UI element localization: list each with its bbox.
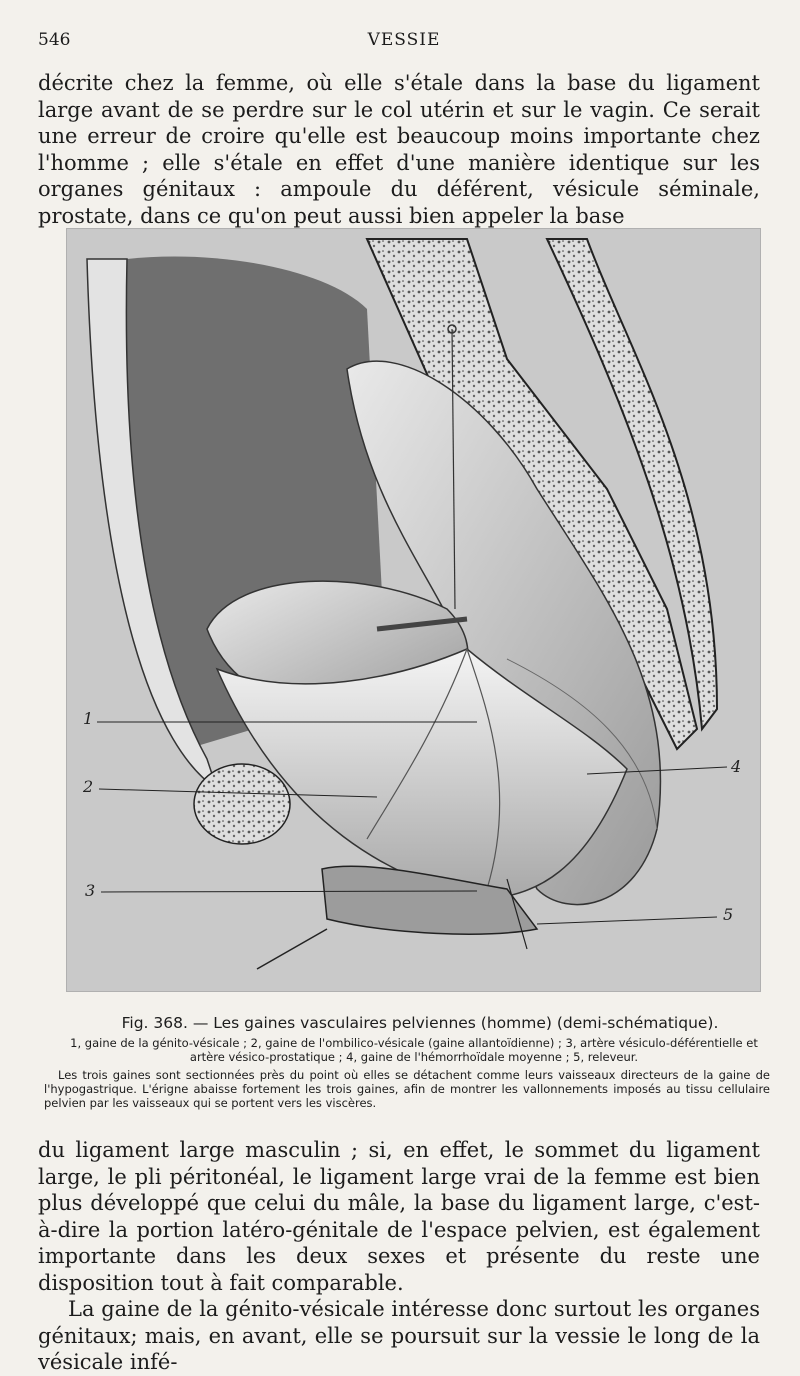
figure-caption-note: Les trois gaines sont sectionnées près du point où elles se détachent comme leurs vaisseaux directeurs de la gaine de l'hypogastrique. L'érigne abaisse fortement les trois gaines, afin de montrer les vallonnements imposés au tissu cellulaire pelvien par les vaisseaux qui se portent vers les viscères. [44, 1068, 770, 1110]
anatomical-figure [66, 228, 761, 992]
bottom-paragraph-1: du ligament large masculin ; si, en effet, le sommet du ligament large, le pli péritonéal, le ligament large vrai de la femme est bien plus développé que celui du mâle, la base du ligament large, c'est-à-dire la portion latéro-génitale de l'espace pelvien, est également importante dans les deux sexes et présente du reste une disposition tout à fait comparable. [38, 1138, 760, 1295]
figure-label-2: 2 [83, 777, 94, 796]
figure-illustration [67, 229, 760, 991]
running-title: VESSIE [367, 30, 441, 50]
figure-label-5: 5 [723, 905, 734, 924]
page-header [38, 30, 770, 58]
figure-label-3: 3 [85, 881, 96, 900]
top-paragraph: décrite chez la femme, où elle s'étale dans la base du ligament large avant de se perdre sur le col utérin et sur le vagin. Ce serait une erreur de croire qu'elle est beaucoup moins importante chez l'homme ; elle s'étale en effet d'une manière identique sur les organes génitaux : ampoule du déférent, vésicule séminale, prostate, dans ce qu'on peut aussi bien appeler la base [38, 71, 760, 228]
figure-caption-legend: 1, gaine de la génito-vésicale ; 2, gaine de l'ombilico-vésicale (gaine allantoïdienne) ; 3, artère vésiculo-déférentielle et artère vésico-prostatique ; 4, gaine de l'hémorrhoïdale moyenne ; 5, releveur. [70, 1036, 758, 1064]
figure-label-4: 4 [731, 757, 742, 776]
bottom-paragraph-2: La gaine de la génito-vésicale intéresse donc surtout les organes génitaux; mais, en avant, elle se poursuit sur la vessie le long de la vésicale infé- [38, 1297, 760, 1374]
bottom-text-block [38, 1137, 760, 1376]
page-number: 546 [38, 30, 71, 50]
figure-caption-title: Fig. 368. — Les gaines vasculaires pelviennes (homme) (demi-schématique). [121, 1014, 719, 1032]
top-paragraph-block [38, 70, 760, 229]
figure-label-1: 1 [83, 709, 94, 728]
